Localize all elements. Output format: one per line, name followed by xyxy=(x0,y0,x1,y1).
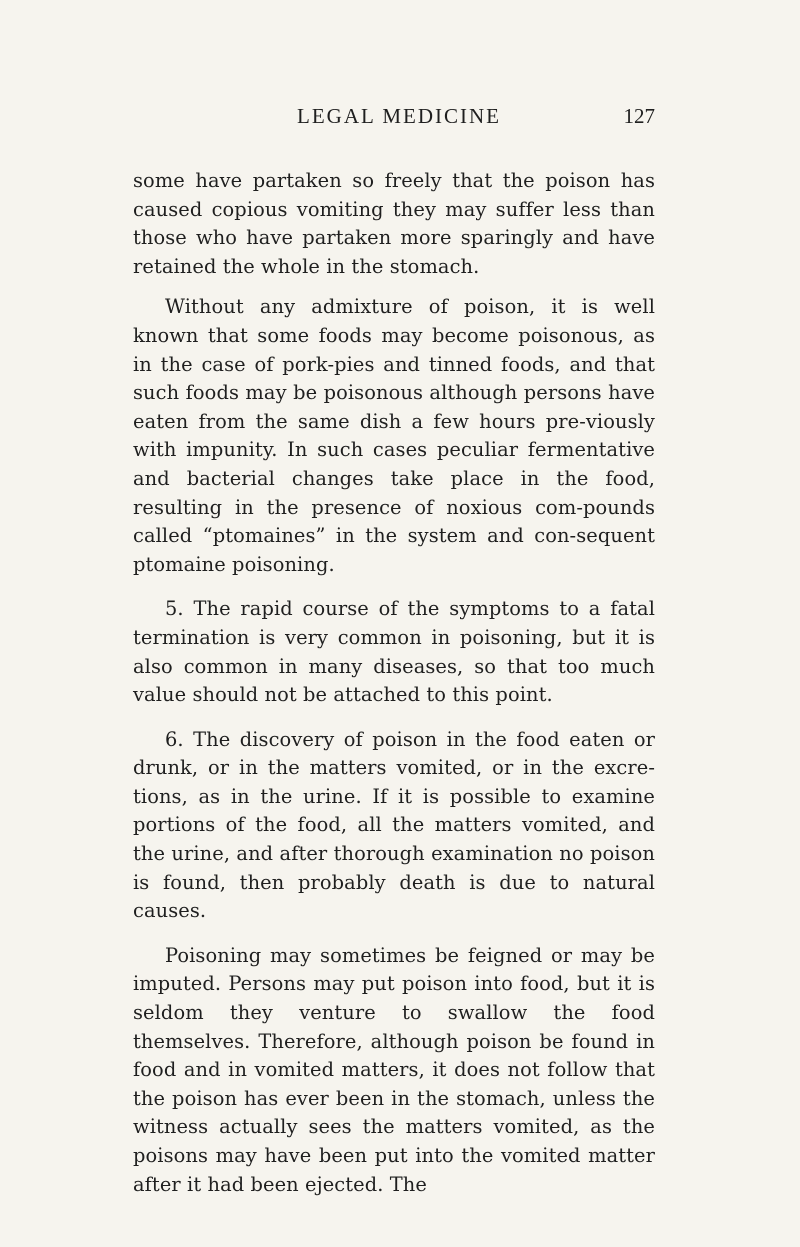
running-head-title: LEGAL MEDICINE xyxy=(297,104,501,128)
paragraph-feigned-poisoning: Poisoning may sometimes be feigned or may be imputed. Persons may put poison into food, but it is seldom they venture to swallow the food themselves. Therefore, although poison be found in food and in vomited matters, it does not follow that the poison has ever been in the stomach, unless the witness actually sees the matters vomited, as the poisons may have been put into the vomited matter after it had been ejected. The xyxy=(133,943,655,1196)
body-text xyxy=(133,167,655,1215)
paragraph-point-6: 6. The discovery of poison in the food eaten or drunk, or in the matters vomited, or in the excre-tions, as in the urine. If it is possible to examine portions of the food, all the matters vomited, and the urine, and after thorough examination no poison is found, then probably death is due to natural causes. xyxy=(133,727,655,923)
paragraph-continued: some have partaken so freely that the poison has caused copious vomiting they may suffer less than those who have partaken more sparingly and have retained the whole in the stomach. xyxy=(133,169,655,278)
running-head xyxy=(143,104,655,138)
paragraph-ptomaines: Without any admixture of poison, it is well known that some foods may become poisonous, as in the case of pork-pies and tinned foods, and that such foods may be poisonous although persons have eaten from the same dish a few hours pre-viously with impunity. In such cases peculiar fermentative and bacterial changes take place in the food, resulting in the presence of noxious com-pounds called “ptomaines” in the system and con-sequent ptomaine poisoning. xyxy=(133,295,655,576)
page-number: 127 xyxy=(623,104,655,128)
paragraph-point-5: 5. The rapid course of the symptoms to a fatal termination is very common in poisoning, but it is also common in many diseases, so that too much value should not be attached to this point. xyxy=(133,597,655,707)
